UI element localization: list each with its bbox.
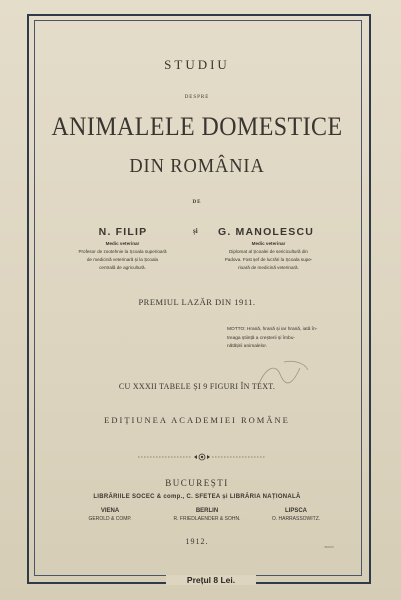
motto <box>227 326 353 352</box>
title-din-romania: DIN ROMÂNIA <box>129 155 265 177</box>
author-2-role: Medic veterinar <box>251 241 286 246</box>
branch-city: BERLIN <box>195 508 219 514</box>
author-2-line: Diplomat al Școalei de sericicultură din <box>229 249 308 254</box>
title-studiu: STUDIU <box>164 57 230 72</box>
author-1-name: N. FILIP <box>98 226 148 238</box>
motto-line: MOTTO: Hrană, hrană și iar hrană, iată în- <box>227 327 318 332</box>
branch-city: LIPSCA <box>284 508 307 514</box>
price-label: Prețul 8 Lei. <box>166 575 256 585</box>
imprint-publishers: LIBRĂRIILE SOCEC & comp., C. SFETEA și LIBRĂRIA NAȚIONALĂ <box>93 494 301 500</box>
author-1-line: de medicină veterinară și la Școala <box>86 257 159 262</box>
branch-viena <box>55 507 165 523</box>
author-2-description <box>201 240 336 272</box>
motto-line: nătățirii animalelor. <box>227 344 267 349</box>
print-code: 39.025 <box>324 545 334 549</box>
tables-figures-line: CU XXXII TABELE ȘI 9 FIGURI ÎN TEXT. <box>118 382 276 391</box>
author-2-line: Padova. Fost șef de lucrări la Școala supe- <box>224 257 313 262</box>
imprint-year: 1912. <box>185 537 209 546</box>
author-2-name: G. MANOLESCU <box>217 226 315 238</box>
prize-line: PREMIUL LAZĂR DIN 1911. <box>138 297 256 307</box>
ornament-divider-icon <box>134 451 270 463</box>
and-label: și <box>193 227 198 235</box>
branch-city: VIENA <box>100 508 120 514</box>
branch-lipsca <box>241 507 351 523</box>
motto-line: treaga știință a creșterii și îmbu- <box>227 335 295 341</box>
title-despre: DESPRE <box>184 95 210 100</box>
author-1-line: centrală de agricultură. <box>99 265 146 270</box>
branch-agent: O. HARRASSOWITZ. <box>271 516 321 522</box>
by-label: DE <box>192 200 202 205</box>
imprint-city: BUCUREȘTI <box>165 478 229 488</box>
author-1-line: Profesor de zootehnie la Școala superioară <box>78 249 167 254</box>
edition-line: EDIȚIUNEA ACADEMIEI ROMÂNE <box>104 415 290 425</box>
page-title: ANIMALELE DOMESTICE <box>51 112 343 141</box>
branch-agent: R. FRIEDLAENDER & SOHN. <box>173 516 241 522</box>
author-2-line: rioară de medicină veterinară. <box>238 265 299 270</box>
author-1-description <box>55 240 190 272</box>
author-1-role: Medic veterinar <box>105 241 140 246</box>
branch-agent: GEROLD & COMP. <box>88 516 132 522</box>
